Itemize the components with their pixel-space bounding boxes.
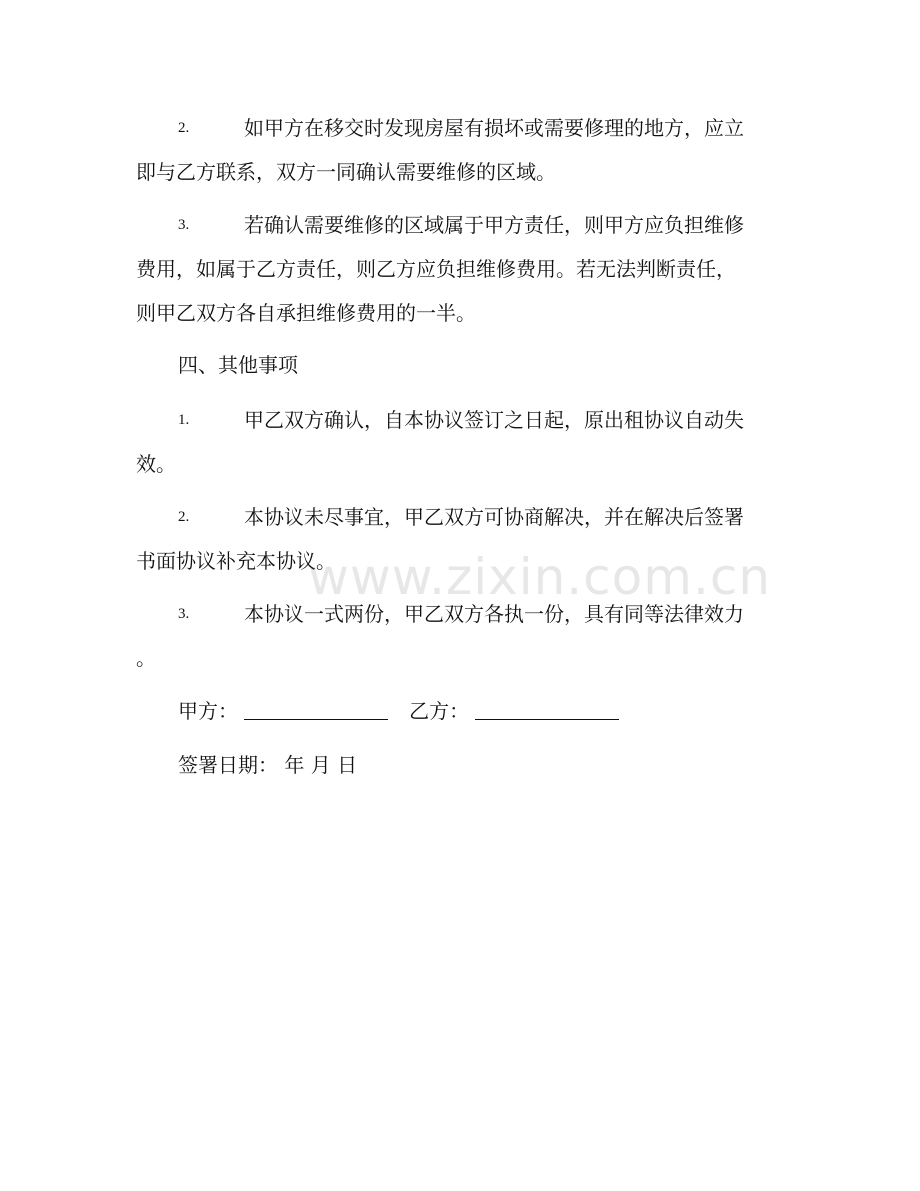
clause-text-line: 甲乙双方确认，自本协议签订之日起，原出租协议自动失 [244,408,744,432]
clause-text-line: 费用，如属于乙方责任，则乙方应负担维修费用。若无法判断责任， [136,257,736,281]
party-b-signature-blank[interactable] [475,697,619,720]
date-text: 年 月 日 [284,753,358,777]
clause-text-line: 则甲乙双方各自承担维修费用的一半。 [136,301,476,325]
clause-number: 3. [178,606,190,622]
section-heading: 四、其他事项 [178,353,298,377]
clause-number: 2. [178,509,190,525]
clause-text-line: 如甲方在移交时发现房屋有损坏或需要修理的地方，应立 [244,116,744,140]
clause-text-line: 。 [136,646,156,670]
clause-text-line: 若确认需要维修的区域属于甲方责任，则甲方应负担维修 [244,213,744,237]
clause-3-3 [136,203,776,335]
clause-text-line: 本协议一式两份，甲乙双方各执一份，具有同等法律效力 [244,602,744,626]
signature-parties [178,689,619,733]
watermark: www.zixin.com.cn [308,548,772,606]
date-label: 签署日期： [178,753,278,777]
clause-text-line: 书面协议补充本协议。 [136,549,336,573]
clause-text-line: 效。 [136,452,176,476]
clause-number: 2. [178,120,190,136]
party-b-label: 乙方： [409,699,470,723]
party-a-label: 甲方： [178,699,238,723]
clause-number: 1. [178,412,190,428]
party-a-signature-blank[interactable] [244,697,388,720]
clause-text-line: 本协议未尽事宜，甲乙双方可协商解决，并在解决后签署 [244,505,744,529]
clause-4-1 [136,398,776,486]
clause-text-line: 即与乙方联系，双方一同确认需要维修的区域。 [136,160,556,184]
clause-3-2 [136,106,776,194]
clause-number: 3. [178,217,190,233]
signature-date [178,743,357,787]
